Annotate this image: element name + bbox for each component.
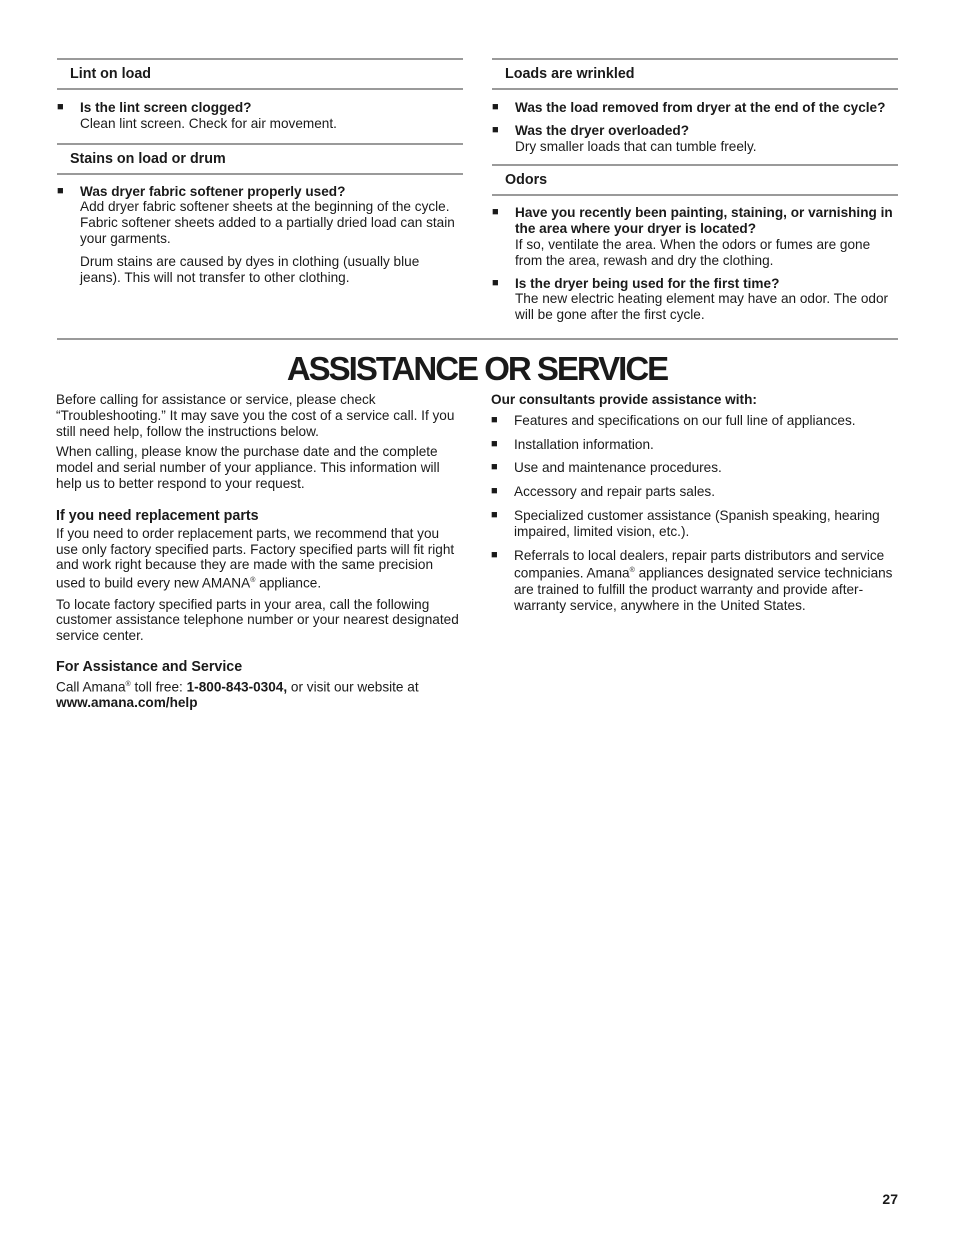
parts-text-end: appliance.: [255, 575, 322, 591]
consultant-item-text: Use and maintenance procedures.: [514, 460, 722, 476]
list-item: [491, 413, 901, 429]
question: Have you recently been painting, staining, or varnishing in the area where your dryer is located?: [515, 205, 893, 237]
list-item: [492, 123, 898, 155]
answer: Clean lint screen. Check for air movement.: [80, 115, 337, 131]
bullet-icon: ■: [491, 437, 498, 450]
call-prefix: Call Amana: [56, 679, 126, 695]
list-item: [492, 100, 898, 116]
consultant-item-text: Installation information.: [514, 436, 654, 452]
answer: Add dryer fabric softener sheets at the beginning of the cycle. Fabric softener sheets added to a partially dried load can stain your garments.: [80, 199, 455, 246]
list-item: [57, 184, 463, 247]
question: Is the lint screen clogged?: [80, 100, 252, 115]
list-item: [492, 205, 898, 268]
question: Was dryer fabric softener properly used?: [80, 183, 346, 199]
bullet-icon: ■: [491, 485, 498, 498]
intro-paragraph: Before calling for assistance or service, please check “Troubleshooting.” It may save you the cost of a service call. If you still need help, follow the instructions below.: [56, 392, 455, 439]
parts-paragraph: [56, 526, 464, 592]
parts-text: If you need to order replacement parts, we recommend that you use only factory specified parts. Factory specified parts will fit right and work right because they are made with the same precision used to build every new AMANA: [56, 525, 455, 591]
consultant-list: [491, 413, 901, 540]
answer: If so, ventilate the area. When the odors or fumes are gone from the area, rewash and dry the clothing.: [515, 236, 871, 268]
list-item: [491, 437, 901, 453]
bullet-icon: ■: [492, 123, 499, 136]
answer-extra: Drum stains are caused by dyes in clothing (usually blue jeans). This will not transfer to other clothing.: [80, 253, 420, 285]
website-link[interactable]: www.amana.com/help: [56, 695, 198, 711]
question: Is the dryer being used for the first time?: [515, 275, 780, 291]
bullet-icon: ■: [57, 101, 64, 113]
list-item: [491, 460, 901, 476]
assistance-left-column: [56, 392, 464, 711]
registered-mark: ®: [125, 680, 131, 688]
call-suffix: or visit our website at: [287, 679, 419, 695]
bullet-icon: ■: [57, 184, 64, 197]
bullet-icon: ■: [491, 508, 498, 521]
service-heading: For Assistance and Service: [56, 658, 243, 675]
troubleshoot-left-column: [57, 58, 463, 285]
answer: The new electric heating element may have an odor. The odor will be gone after the first cycle.: [515, 291, 889, 323]
section-heading-stains: Stains on load or drum: [57, 143, 463, 175]
referral-before: Referrals to local dealers, repair parts distributors and service companies. Amana: [514, 547, 885, 581]
answer: Dry smaller loads that can tumble freely.: [515, 138, 757, 154]
list-item: [492, 276, 898, 323]
registered-mark: ®: [629, 567, 635, 575]
consultant-item-text: Accessory and repair parts sales.: [514, 484, 715, 500]
bullet-icon: ■: [492, 276, 499, 289]
bullet-icon: ■: [492, 206, 499, 219]
list-item: [491, 484, 901, 500]
parts-paragraph: To locate factory specified parts in your area, call the following customer assistance telephone number or your nearest designated service center.: [56, 596, 459, 644]
intro-paragraph: When calling, please know the purchase date and the complete model and serial number of your appliance. This information will help us to better respond to your request.: [56, 444, 440, 491]
referral-after: appliances designated service technicians are trained to fulfill the product warranty and provide after-warranty service, anywhere in the United States.: [514, 565, 893, 613]
question: Was the load removed from dryer at the end of the cycle?: [515, 100, 886, 115]
page-number: 27: [882, 1191, 898, 1207]
assistance-right-column: [491, 392, 901, 613]
section-divider: [57, 338, 898, 340]
consultant-item-text: Specialized customer assistance (Spanish speaking, hearing impaired, limited vision, etc.).: [514, 507, 880, 539]
section-heading-lint: Lint on load: [57, 58, 463, 90]
phone-number: 1-800-843-0304,: [186, 679, 288, 695]
referral-text: [514, 548, 901, 614]
page-title: ASSISTANCE OR SERVICE: [286, 350, 668, 387]
consultant-item-text: Features and specifications on our full line of appliances.: [514, 412, 856, 428]
section-heading-odors: Odors: [492, 164, 898, 196]
call-mid: toll free:: [130, 679, 187, 695]
section-heading-wrinkled: Loads are wrinkled: [492, 58, 898, 90]
parts-heading: If you need replacement parts: [56, 507, 259, 524]
call-paragraph: [56, 677, 464, 711]
troubleshoot-right-column: [492, 58, 898, 323]
list-item: [491, 548, 901, 614]
list-item: [57, 100, 463, 132]
consultants-heading: Our consultants provide assistance with:: [491, 392, 757, 407]
question: Was the dryer overloaded?: [515, 122, 689, 138]
list-item: [491, 508, 901, 540]
bullet-icon: ■: [491, 413, 498, 426]
registered-mark: ®: [250, 577, 256, 585]
bullet-icon: ■: [491, 461, 498, 474]
bullet-icon: ■: [492, 101, 499, 113]
bullet-icon: ■: [491, 548, 498, 561]
